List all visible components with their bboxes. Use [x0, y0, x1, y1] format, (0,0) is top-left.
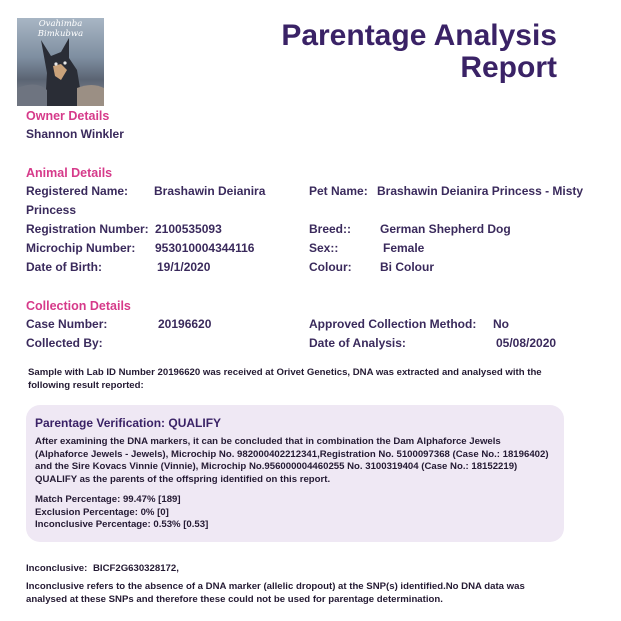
dob-label: Date of Birth: — [26, 260, 102, 274]
sex-label: Sex:: — [309, 241, 339, 255]
intro-text — [28, 367, 542, 392]
breed-value: German Shepherd Dog — [380, 222, 511, 236]
collection-heading: Collection Details — [26, 299, 131, 313]
microchip-label: Microchip Number: — [26, 241, 136, 255]
registered-name-value: Brashawin Deianira — [154, 184, 266, 198]
collection-method-label: Approved Collection Method: — [309, 317, 477, 331]
animal-heading: Animal Details — [26, 166, 113, 180]
inconclusive-value: BICF2G630328172, — [93, 563, 179, 574]
percentages — [35, 494, 208, 532]
inconclusive-note-line-1: Inconclusive refers to the absence of a DNA marker (allelic dropout) at the SNP(s) identified.No DNA data was — [26, 581, 525, 592]
company-logo — [17, 18, 104, 106]
sex-value: Female — [383, 241, 425, 255]
analysis-date-value: 05/08/2020 — [496, 336, 557, 350]
case-number-label: Case Number: — [26, 317, 108, 331]
collection-method-value: No — [493, 317, 509, 331]
registration-label: Registration Number: — [26, 222, 149, 236]
owner-heading: Owner Details — [26, 109, 110, 123]
breed-label: Breed:: — [309, 222, 352, 236]
logo-text: Ovahimba Bimkubwa — [37, 19, 84, 39]
colour-value: Bi Colour — [380, 260, 434, 274]
inconclusive-note — [26, 581, 525, 606]
registered-name-label: Registered Name: — [26, 184, 129, 198]
report-title — [281, 20, 557, 84]
case-number-value: 20196620 — [158, 317, 212, 331]
dob-value: 19/1/2020 — [157, 260, 211, 274]
owner-name: Shannon Winkler — [26, 127, 124, 141]
analysis-date-label: Date of Analysis: — [309, 336, 406, 350]
microchip-value: 953010004344116 — [155, 241, 255, 255]
dog-photo-icon — [17, 18, 104, 106]
match-percentage: Match Percentage: 99.47% [189] — [35, 494, 181, 505]
inconclusive-note-line-2: analysed at these SNPs and therefore these could not be used for parentage determination. — [26, 593, 443, 605]
intro-line-1: Sample with Lab ID Number 20196620 was received at Orivet Genetics, DNA was extracted and analysed with the — [28, 367, 542, 378]
verification-paragraph — [35, 436, 549, 486]
verification-line-1: After examining the DNA markers, it can be concluded that in combination the Dam Alphaforce Jewels — [35, 436, 501, 447]
title-line-1: Parentage Analysis — [281, 19, 557, 52]
exclusion-percentage: Exclusion Percentage: 0% [0] — [35, 506, 169, 518]
inconclusive-label: Inconclusive: — [26, 563, 88, 574]
inconclusive-percentage: Inconclusive Percentage: 0.53% [0.53] — [35, 519, 209, 530]
pet-name-value: Brashawin Deianira Princess - Misty — [377, 184, 584, 198]
verification-title: Parentage Verification: QUALIFY — [35, 416, 222, 430]
verification-line-2: (Alphaforce Jewels - Jewels), Microchip No. 982000402212341,Registration No. 5100097368 (Case No.: 18196402) — [35, 448, 549, 460]
registration-value: 2100535093 — [155, 222, 222, 236]
title-line-2: Report — [460, 51, 557, 84]
pet-name-label: Pet Name: — [309, 184, 368, 198]
collected-by-label: Collected By: — [26, 336, 103, 350]
verification-line-3: and the Sire Kovacs Vinnie (Vinnie), Microchip No.956000004460255 No. 3100319404 (Case No.: 18152219) — [35, 461, 518, 472]
colour-label: Colour: — [309, 260, 352, 274]
verification-line-4: QUALIFY as the parents of the offspring identified on this report. — [35, 473, 331, 485]
intro-line-2: following result reported: — [28, 379, 144, 391]
registered-name-cont: Princess — [26, 203, 77, 217]
